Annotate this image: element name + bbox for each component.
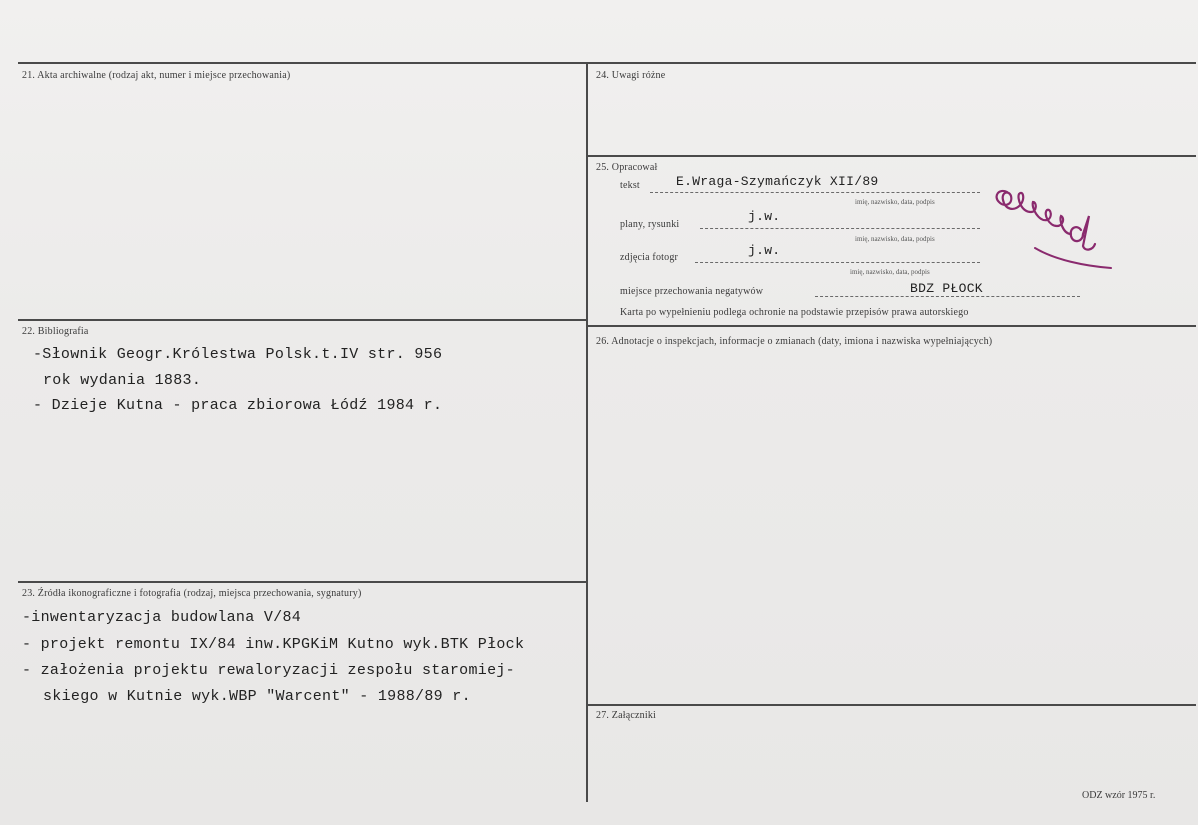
section-24-label: 24. Uwagi różne [596, 70, 666, 81]
rule-22-top [18, 319, 586, 321]
tekst-label: tekst [620, 180, 640, 191]
bibliography-line-2: rok wydania 1883. [43, 372, 202, 389]
zdjecia-value: j.w. [748, 243, 781, 258]
signature-mark [985, 168, 1125, 278]
rule-26-top [586, 325, 1196, 327]
center-divider [586, 62, 588, 802]
section-27-label: 27. Załączniki [596, 710, 656, 721]
section-25-label: 25. Opracował [596, 162, 658, 173]
zdjecia-label: zdjęcia fotogr [620, 252, 679, 263]
section-23-label: 23. Źródła ikonograficzne i fotografia (rodzaj, miejsca przechowania, sygnatury) [22, 588, 362, 599]
rule-25-top [586, 155, 1196, 157]
section-26-label: 26. Adnotacje o inspekcjach, informacje o zmianach (daty, imiona i nazwiska wypełniających) [596, 336, 993, 347]
bibliography-line-1: -Słownik Geogr.Królestwa Polsk.t.IV str. 956 [33, 346, 443, 363]
tekst-dotline [650, 192, 980, 193]
copyright-note: Karta po wypełnieniu podlega ochronie na podstawie przepisów prawa autorskiego [620, 307, 969, 318]
iconography-line-3: - założenia projektu rewaloryzacji zespołu staromiej- [22, 662, 515, 679]
plany-label: plany, rysunki [620, 219, 680, 230]
plany-caption: imię, nazwisko, data, podpis [855, 235, 935, 243]
top-rule [18, 62, 1196, 64]
negatywy-value: BDZ PŁOCK [910, 281, 983, 296]
plany-dotline [700, 228, 980, 229]
tekst-value: E.Wraga-Szymańczyk XII/89 [676, 174, 879, 189]
section-21-label: 21. Akta archiwalne (rodzaj akt, numer i miejsce przechowania) [22, 70, 291, 81]
section-22-label: 22. Bibliografia [22, 326, 89, 337]
negatywy-dotline [815, 296, 1080, 297]
negatywy-label: miejsce przechowania negatywów [620, 286, 764, 297]
iconography-line-2: - projekt remontu IX/84 inw.KPGKiM Kutno wyk.BTK Płock [22, 636, 525, 653]
iconography-line-4: skiego w Kutnie wyk.WBP "Warcent" - 1988/89 r. [43, 688, 471, 705]
zdjecia-caption: imię, nazwisko, data, podpis [850, 268, 930, 276]
rule-27-top [586, 704, 1196, 706]
bibliography-line-3: - Dzieje Kutna - praca zbiorowa Łódź 1984 r. [33, 397, 443, 414]
tekst-caption: imię, nazwisko, data, podpis [855, 198, 935, 206]
zdjecia-dotline [695, 262, 980, 263]
iconography-line-1: -inwentaryzacja budowlana V/84 [22, 609, 302, 626]
rule-23-top [18, 581, 586, 583]
plany-value: j.w. [748, 209, 781, 224]
form-version: ODZ wzór 1975 r. [1082, 790, 1156, 801]
